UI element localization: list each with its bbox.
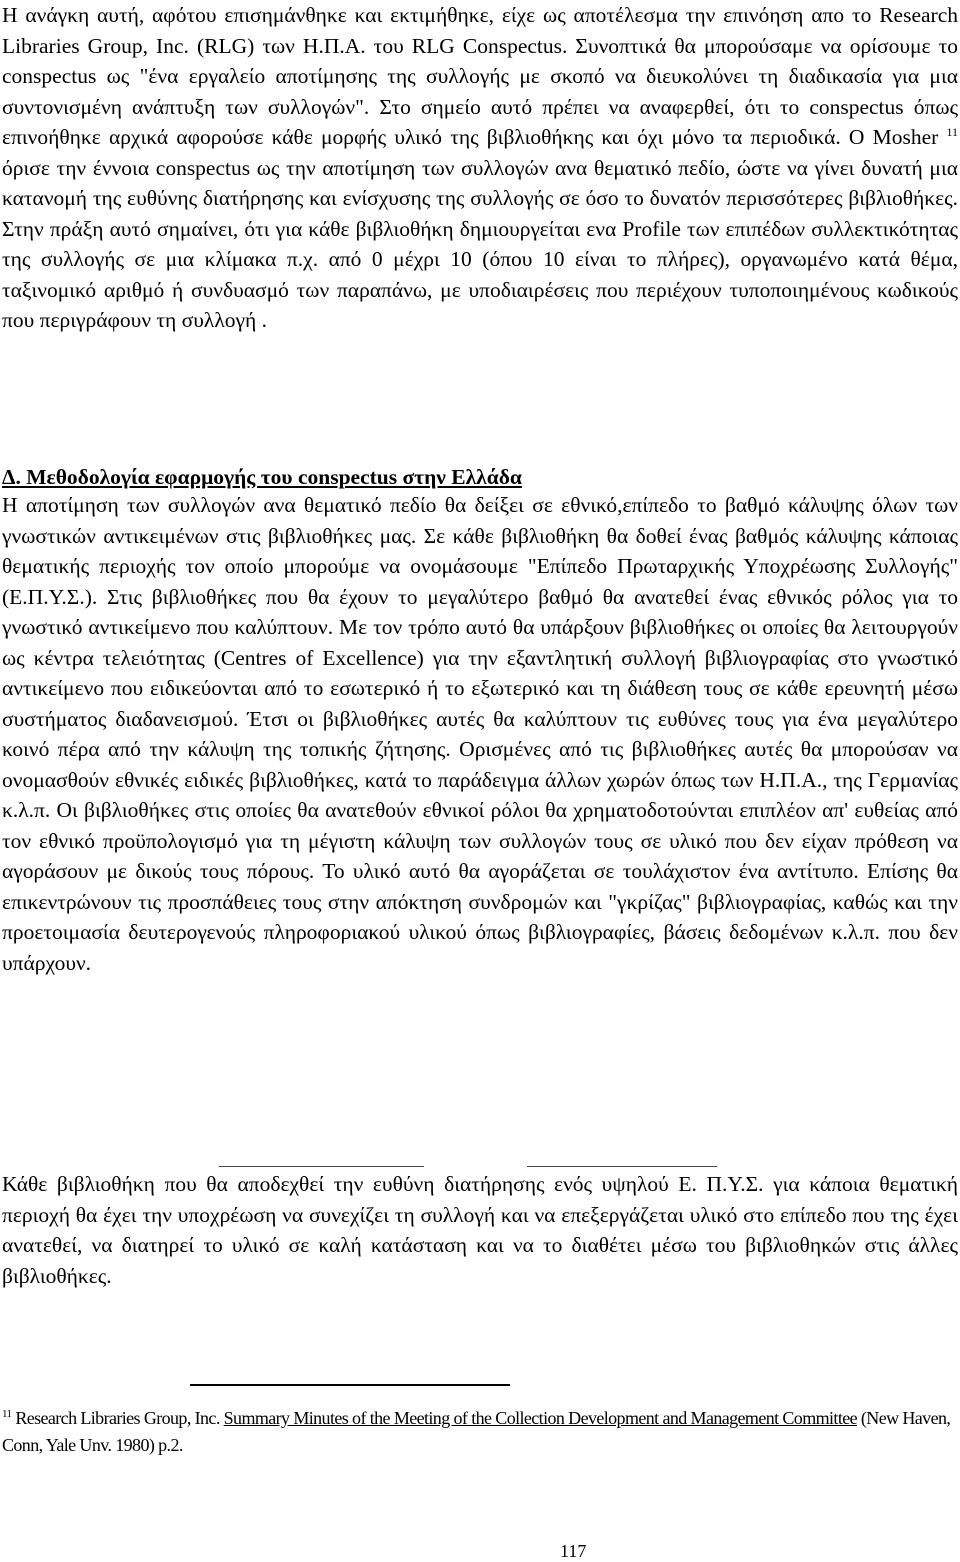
footnote bbox=[2, 1405, 952, 1459]
paragraph-library-responsibility: Κάθε βιβλιοθήκη που θα αποδεχθεί την ευθύνη διατήρησης ενός υψηλού Ε. Π.Υ.Σ. για κάποια θεματική περιοχή θα έχει την υποχρέωση να συνεχίζει τη συλλογή και να επεξεργάζεται υλικό στο επίπεδο που της έχει ανατεθεί, να διατηρεί το υλικό σε καλή κατάσταση και να το διαθέτει μέσω του βιβλιοθηκών στις άλλες βιβλιοθήκες. bbox=[2, 1172, 958, 1288]
horizontal-rule-right bbox=[527, 1166, 717, 1167]
footnote-separator bbox=[190, 1384, 510, 1386]
horizontal-rule-left bbox=[219, 1166, 424, 1167]
paragraph-conspectus-intro bbox=[2, 0, 958, 336]
section-heading: Δ. Μεθοδολογία εφαρμογής του conspectus στην Ελλάδα bbox=[2, 465, 522, 489]
footnote-title: Summary Minutes of the Meeting of the Collection Development and Management Committee bbox=[223, 1408, 857, 1428]
footnote-author: Research Libraries Group, Inc. bbox=[15, 1408, 220, 1428]
paragraph-methodology: Η αποτίμηση των συλλογών ανα θεματικό πεδίο θα δείξει σε εθνικό,επίπεδο το βαθμό κάλυψης όλων των γνωστικών αντικειμένων στις βιβλιοθήκες μας. Σε κάθε βιβλιοθήκη θα δοθεί ένας βαθμός κάλυψης κάποιας θεματικής περιοχής τον οποίο μπορούμε να ονομάσουμε "Επίπεδο Πρωταρχικής Υποχρέωσης Συλλογής" (Ε.Π.Υ.Σ.). Στις βιβλιοθήκες που θα έχουν το μεγαλύτερο βαθμό θα ανατεθεί ένας εθνικός ρόλος για το γνωστικό αντικείμενο που καλύπτουν. Με τον τρόπο αυτό θα υπάρξουν βιβλιοθήκες οι οποίες θα λειτουργούν ως κέντρα τελειότητας (Centres of Excellence) για την εξαντλητική συλλογή βιβλιογραφίας στο γνωστικό αντικείμενο που ειδικεύονται από το εσωτερικό ή το εξωτερικό και τη διάθεση τους σε κάθε ερευνητή μέσω συστήματος διαδανεισμού. Έτσι οι βιβλιοθήκες αυτές θα καλύπτουν τις ευθύνες τους για ένα μεγαλύτερο κοινό πέρα από την κάλυψη της τοπικής ζήτησης. Ορισμένες από τις βιβλιοθήκες αυτές θα μπορούσαν να ονομασθούν εθνικές ειδικές βιβλιοθήκες, κατά το παράδειγμα άλλων χωρών όπως των Η.Π.Α., της Γερμανίας κ.λ.π. Οι βιβλιοθήκες στις οποίες θα ανατεθούν εθνικοί ρόλοι θα χρηματοδοτούνται επιπλέον απ' ευθείας από τον εθνικό προϋπολογισμό για τη μέγιστη κάλυψη των συλλογών τους σε υλικό που δεν είχαν πρόθεση να αγοράσουν με δικούς τους πόρους. Το υλικό αυτό θα αγοράζεται σε τουλάχιστον ένα αντίτυπο. Επίσης θα επικεντρώνουν τις προσπάθειες τους στην απόκτηση συνδρομών και "γκρίζας" βιβλιογραφίας, καθώς και την προετοιμασία δευτερογενούς πληροφοριακού υλικού όπως βιβλιογραφίες, βάσεις δεδομένων κ.λ.π. που δεν υπάρχουν. bbox=[2, 493, 958, 975]
paragraph-1-part-2: όρισε την έννοια conspectus ως την αποτίμηση των συλλογών ανα θεματικό πεδίο, ώστε να γίνει δυνατή μια κατανομή της ευθύνης διατήρησης και ενίσχυσης της συλλογής σε όσο το δυνατόν περισσότερες βιβλιοθήκες. Στην πράξη αυτό σημαίνει, ότι για κάθε βιβλιοθήκη δημιουργείται ενα Profile των επιπέδων συλλεκτικότητας της συλλογής σε μια κλίμακα π.χ. από 0 μέχρι 10 (όπου 10 είναι το πλήρες), οργανωμένο κατά θέμα, ταξινομικό αριθμό ή συνδυασμό των παραπάνω, με υποδιαιρέσεις που περιέχουν τυποποιημένους κωδικούς που περιγράφουν τη συλλογή . bbox=[2, 155, 958, 332]
footnote-details: (New Haven, Conn, Yale Unv. 1980) p.2. bbox=[2, 1408, 951, 1455]
footnote-number: 11 bbox=[2, 1408, 12, 1420]
paragraph-1-part-1: Η ανάγκη αυτή, αφότου επισημάνθηκε και εκτιμήθηκε, είχε ως αποτέλεσμα την επινόηση απο το Research Libraries Group, Inc. (RLG) των Η.Π.Α. του RLG Conspectus. Συνοπτικά θα μπορούσαμε να ορίσουμε το conspectus ως "ένα εργαλείο αποτίμησης της συλλογής με σκοπό να διευκολύνει τη διαδικασία για μια συντονισμένη ανάπτυξη των συλλογών". Στο σημείο αυτό πρέπει να αναφερθεί, ότι το conspectus όπως επινοήθηκε αρχικά αφορούσε κάθε μορφής υλικό της βιβλιοθήκης και όχι μόνο τα περιοδικά. Ο Mosher bbox=[2, 3, 958, 149]
page-number: 117 bbox=[560, 1541, 587, 1561]
footnote-reference: 11 bbox=[946, 124, 958, 139]
